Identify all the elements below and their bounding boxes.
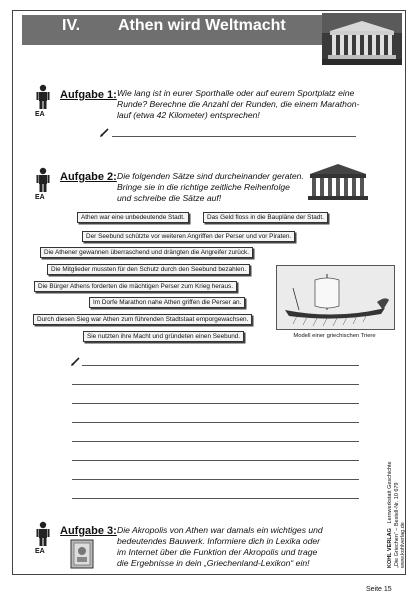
sentence-card[interactable]: Das Geld floss in die Baupläne der Stadt. xyxy=(203,212,328,223)
task-3-line: die Ergebnisse in dein „Griechenland-Lexikon“ ein! xyxy=(117,558,310,568)
publisher-line: „Die Griechen“ – Bestell-Nr. 10 679 xyxy=(393,482,400,568)
parthenon-photo xyxy=(322,13,402,65)
parthenon-photo xyxy=(306,160,370,202)
image-caption: Modell einer griechischen Triere xyxy=(293,333,376,339)
ea-label: EA xyxy=(35,548,45,555)
task-1-line: Runde? Berechne die Anzahl der Runden, die einem Marathon- xyxy=(117,99,360,109)
publisher-line: Lernwerkstatt Geschichte xyxy=(387,461,393,524)
answer-line[interactable] xyxy=(112,136,356,137)
trireme-photo xyxy=(276,265,395,330)
publisher-text xyxy=(387,461,407,568)
task-2-label: Aufgabe 2: xyxy=(60,171,117,183)
page-number: Seite 15 xyxy=(366,586,392,593)
task-3-text xyxy=(117,525,323,569)
publisher-line: www.kohlverlag.de xyxy=(400,522,406,568)
page-title: Athen wird Weltmacht xyxy=(118,17,286,34)
sentence-card[interactable]: Sie nutzten ihre Macht und gründeten einen Seebund. xyxy=(83,331,244,342)
task-1-label: Aufgabe 1: xyxy=(60,89,117,101)
ea-label: EA xyxy=(35,111,45,118)
person-icon xyxy=(34,84,52,110)
sentence-card[interactable]: Durch diesen Sieg war Athen zum führenden Stadtstaat emporgewachsen. xyxy=(33,314,252,325)
logo-text: KOHL VERLAG xyxy=(387,528,393,568)
task-3-line: Die Akropolis von Athen war damals ein wichtiges und xyxy=(117,525,323,535)
sentence-card[interactable]: Die Mitglieder mussten für den Schutz durch den Seebund bezahlen. xyxy=(47,264,250,275)
sentence-card[interactable]: Die Bürger Athens forderten die mächtigen Perser zum Krieg heraus. xyxy=(34,281,237,292)
chapter-number: IV. xyxy=(62,17,81,34)
task-2-text xyxy=(117,171,304,204)
task-1-line: lauf (etwa 42 Kilometer) entsprechen! xyxy=(117,110,260,120)
person-icon xyxy=(34,167,52,193)
publisher-sidebar xyxy=(383,430,405,570)
task-2-line: Die folgenden Sätze sind durcheinander geraten. xyxy=(117,171,304,181)
answer-line[interactable] xyxy=(72,441,359,442)
answer-line[interactable] xyxy=(72,460,359,461)
sentence-card[interactable]: Im Dorfe Marathon nahe Athen griffen die Perser an. xyxy=(89,297,245,308)
answer-line[interactable] xyxy=(82,365,359,366)
answer-line[interactable] xyxy=(72,498,359,499)
sentence-card[interactable]: Die Athener gewannen überraschend und drängten die Angreifer zurück. xyxy=(40,247,253,258)
task-2-line: und schreibe die Sätze auf! xyxy=(117,193,222,203)
answer-line[interactable] xyxy=(72,479,359,480)
pencil-icon xyxy=(100,127,110,137)
answer-line[interactable] xyxy=(72,384,359,385)
sentence-card[interactable]: Athen war eine unbedeutende Stadt. xyxy=(77,212,189,223)
book-icon xyxy=(70,539,94,569)
person-icon xyxy=(34,521,52,547)
task-1-line: Wie lang ist in eurer Sporthalle oder auf eurem Sportplatz eine xyxy=(117,88,355,98)
answer-line[interactable] xyxy=(72,403,359,404)
task-1-text xyxy=(117,88,359,121)
task-2-line: Bringe sie in die richtige zeitliche Reihenfolge xyxy=(117,182,290,192)
task-3-line: im Internet über die Funktion der Akropolis und trage xyxy=(117,547,318,557)
ea-label: EA xyxy=(35,194,45,201)
task-3-label: Aufgabe 3: xyxy=(60,525,117,537)
sentence-card[interactable]: Der Seebund schützte vor weiteren Angriffen der Perser und vor Piraten. xyxy=(82,231,295,242)
pencil-icon xyxy=(71,356,81,366)
answer-line[interactable] xyxy=(72,422,359,423)
task-3-line: bedeutendes Bauwerk. Informiere dich in Lexika oder xyxy=(117,536,321,546)
